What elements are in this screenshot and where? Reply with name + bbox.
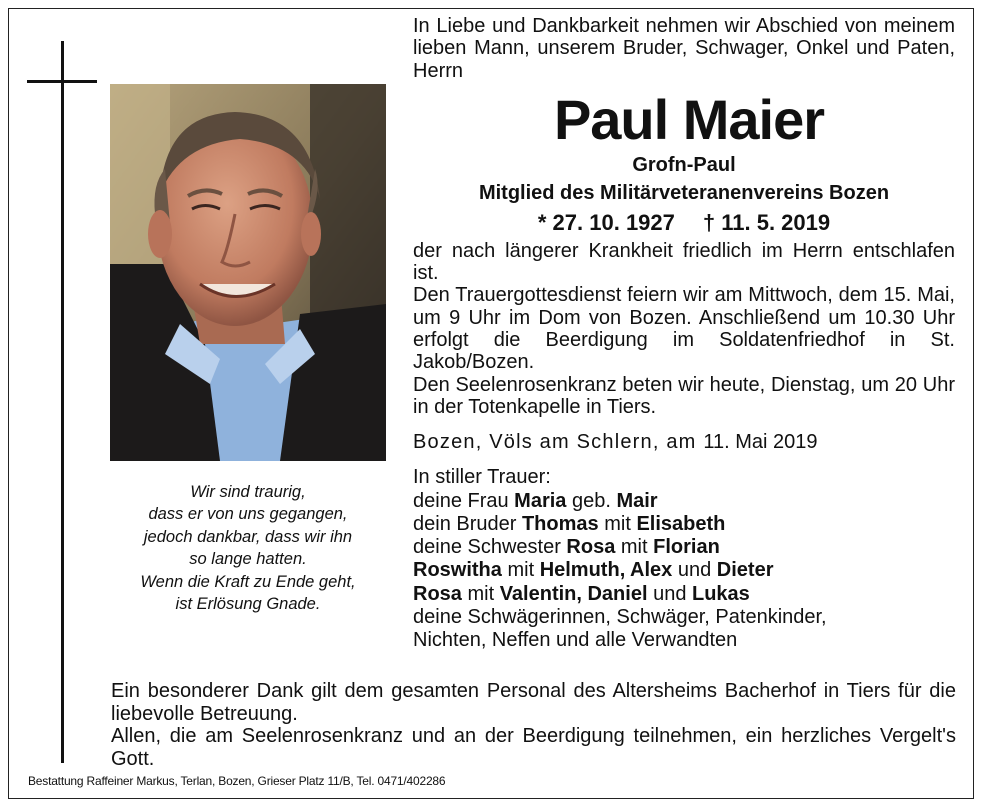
mourner-name: Thomas	[521, 512, 599, 535]
mourners-list	[413, 466, 955, 652]
mourner-name: Valentin, Daniel	[499, 582, 648, 605]
mourner-name: Maria	[514, 489, 567, 512]
mourner-name: Rosa	[566, 536, 616, 559]
mourner-line	[413, 513, 955, 536]
mourner-line	[413, 536, 955, 559]
rosary-text: Den Seelenrosenkranz beten wir heute, Dienstag, um 20 Uhr in der Totenkapelle in Tiers.	[413, 373, 955, 418]
mourner-relation: Nichten, Neffen und alle Verwandten	[413, 629, 738, 652]
mourning-heading: In stiller Trauer:	[413, 466, 551, 489]
mourner-relation: und	[672, 559, 717, 582]
quote-line: dass er von uns gegangen,	[148, 505, 348, 524]
service-text: Den Trauergottesdienst feiern wir am Mittwoch, dem 15. Mai, um 9 Uhr im Dom von Bozen. Anschließend um 10.30 Uhr erfolgt die Beerdigung im Soldatenfriedhof in St. Jakob/Bozen.	[413, 284, 955, 374]
quote-line: Wenn die Kraft zu Ende geht,	[140, 572, 356, 591]
membership-line: Mitglied des Militärveteranenvereins Bozen	[478, 181, 890, 204]
mourner-name: Roswitha	[413, 559, 502, 582]
mourner-relation: deine Schwester	[413, 536, 567, 559]
mourner-name: Lukas	[692, 582, 750, 605]
place-date: 11. Mai 2019	[703, 431, 818, 454]
deceased-nickname: Grofn-Paul	[632, 153, 736, 176]
memorial-quote	[110, 481, 386, 615]
mourner-name: Dieter	[716, 559, 774, 582]
mourner-line	[413, 583, 955, 606]
mourner-relation: mit	[501, 559, 540, 582]
mourner-line	[413, 629, 955, 652]
deceased-name: Paul Maier	[553, 87, 825, 151]
obituary-main-column	[413, 15, 955, 653]
quote-line: Wir sind traurig,	[190, 483, 306, 501]
place-and-date	[413, 430, 955, 454]
quote-line: ist Erlösung Gnade.	[175, 595, 321, 614]
intro-text: In Liebe und Dankbarkeit nehmen wir Abschied von meinem lieben Mann, unserem Bruder, Schwager, Onkel und Paten, Herrn	[413, 15, 955, 82]
mourner-line	[413, 559, 955, 582]
mourner-relation: deine Schwägerinnen, Schwäger, Patenkinder,	[413, 606, 827, 629]
mourner-relation: dein Bruder	[413, 512, 522, 535]
passing-text: der nach längerer Krankheit friedlich im Herrn entschlafen ist.	[413, 239, 955, 285]
mourner-relation: mit	[598, 512, 637, 535]
thanks-section	[111, 680, 956, 770]
life-dates	[413, 208, 955, 238]
mourner-line	[413, 490, 955, 513]
mourner-name: Rosa	[413, 582, 462, 605]
mourner-relation: mit	[615, 536, 654, 559]
quote-line: so lange hatten.	[189, 550, 307, 569]
mourner-relation: geb.	[566, 489, 617, 512]
funeral-home-info: Bestattung Raffeiner Markus, Terlan, Bozen, Grieser Platz 11/B, Tel. 0471/402286	[28, 774, 446, 788]
mourner-line	[413, 606, 955, 629]
death-date: † 11. 5. 2019	[702, 209, 831, 235]
mourner-name: Helmuth, Alex	[539, 559, 673, 582]
mourner-relation: deine Frau	[413, 489, 515, 512]
place-text: Bozen, Völs am Schlern, am	[413, 431, 697, 454]
mourner-name: Mair	[616, 489, 658, 512]
mourner-name: Florian	[653, 536, 720, 559]
mourner-relation: mit	[461, 582, 500, 605]
portrait-photo	[110, 84, 386, 461]
thanks-staff: Ein besonderer Dank gilt dem gesamten Personal des Altersheims Bacherhof in Tiers für die liebevolle Betreuung.	[111, 680, 956, 725]
birth-date: * 27. 10. 1927	[537, 209, 675, 235]
announcement-text	[413, 240, 955, 418]
mourner-relation: und	[647, 582, 692, 605]
thanks-attendees: Allen, die am Seelenrosenkranz und an der Beerdigung teilnehmen, ein herzliches Vergelt's Gott.	[111, 725, 956, 770]
quote-line: jedoch dankbar, dass wir ihn	[143, 527, 353, 546]
cross-icon-horizontal	[27, 80, 97, 83]
cross-icon-vertical	[61, 41, 64, 763]
mourner-name: Elisabeth	[636, 512, 726, 535]
